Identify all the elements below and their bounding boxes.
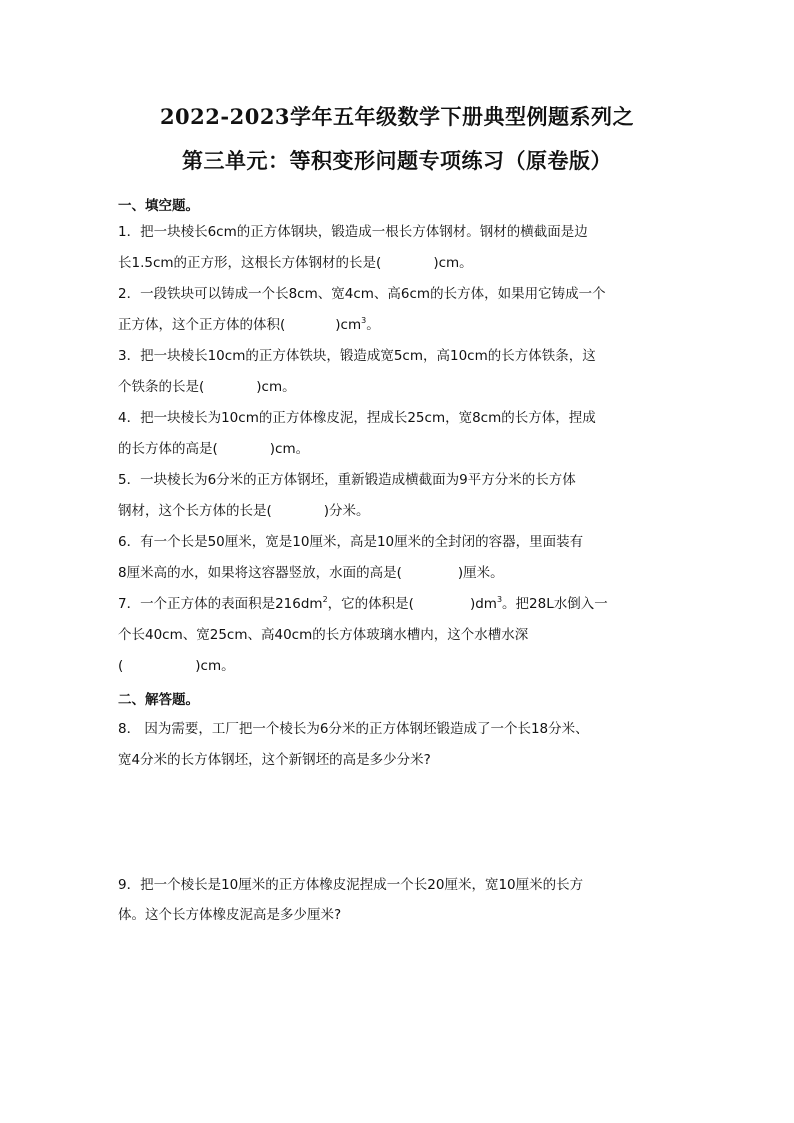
section-fill-in-blanks-heading: 一、填空题。 bbox=[118, 198, 199, 214]
question-3-line-2 bbox=[118, 377, 296, 397]
question-5-line-2 bbox=[118, 501, 370, 521]
question-7-text-c: 。把28L水倒入一 bbox=[502, 596, 608, 612]
question-2-end: 。 bbox=[366, 317, 380, 333]
question-1-unit: )cm。 bbox=[433, 255, 473, 271]
question-6-unit: )厘米。 bbox=[457, 565, 504, 581]
question-6-line-1: 6．有一个长是50厘米，宽是10厘米，高是10厘米的全封闭的容器，里面装有 bbox=[118, 534, 584, 550]
question-6-text: 8厘米高的水，如果将这容器竖放，水面的高是( bbox=[118, 565, 402, 581]
answer-area-8[interactable] bbox=[118, 780, 678, 870]
question-3-line-1: 3．把一块棱长10cm的正方体铁块，锻造成宽5cm，高10cm的长方体铁条，这 bbox=[118, 348, 596, 364]
question-7-unit-b: )cm。 bbox=[195, 658, 235, 674]
question-4-unit: )cm。 bbox=[269, 441, 310, 457]
title-line-1: 2022-2023学年五年级数学下册典型例题系列之 bbox=[159, 104, 635, 129]
question-7-area-exponent: 2 bbox=[322, 595, 328, 604]
question-8-line-2: 宽4分米的长方体钢坯，这个新钢坯的高是多少分米? bbox=[118, 752, 431, 768]
question-7-text-b: ，它的体积是( bbox=[327, 596, 414, 612]
question-7-unit-a: )dm bbox=[469, 596, 497, 612]
question-1-text: 长1.5cm的正方形，这根长方体钢材的长是( bbox=[118, 255, 382, 271]
question-7-open-paren: ( bbox=[118, 658, 124, 674]
question-2-line-2 bbox=[118, 315, 380, 335]
title-line-2: 第三单元：等积变形问题专项练习（原卷版） bbox=[182, 148, 612, 173]
question-7-text-a: 7．一个正方体的表面积是216dm bbox=[118, 596, 323, 612]
question-9-line-1: 9．把一个棱长是10厘米的正方体橡皮泥捏成一个长20厘米，宽10厘米的长方 bbox=[118, 877, 584, 893]
question-4-line-2 bbox=[118, 439, 309, 459]
question-7-line-2: 个长40cm、宽25cm、高40cm的长方体玻璃水槽内，这个水槽水深 bbox=[118, 627, 529, 643]
question-1-line-2 bbox=[118, 253, 473, 273]
question-9-line-2: 体。这个长方体橡皮泥高是多少厘米? bbox=[118, 907, 342, 923]
question-5-unit: )分米。 bbox=[323, 503, 370, 519]
question-2-line-1: 2．一段铁块可以铸成一个长8cm、宽4cm、高6cm的长方体，如果用它铸成一个 bbox=[118, 286, 606, 302]
question-3-text: 个铁条的长是( bbox=[118, 379, 205, 395]
answer-area-9[interactable] bbox=[118, 935, 678, 1055]
question-3-unit: )cm。 bbox=[256, 379, 296, 395]
question-6-line-2 bbox=[118, 563, 504, 583]
question-1-line-1: 1．把一块棱长6cm的正方体钢块，锻造成一根长方体钢材。钢材的横截面是边 bbox=[118, 224, 588, 240]
question-7-line-1 bbox=[118, 594, 608, 614]
question-2-text: 正方体，这个正方体的体积( bbox=[118, 317, 286, 333]
section-solve-heading: 二、解答题。 bbox=[118, 692, 199, 708]
question-5-text: 钢材，这个长方体的长是( bbox=[118, 503, 272, 519]
question-7-line-3 bbox=[118, 656, 235, 676]
question-4-text: 的长方体的高是( bbox=[118, 441, 218, 457]
question-7-volume-exponent: 3 bbox=[496, 595, 503, 604]
question-5-line-1: 5．一块棱长为6分米的正方体钢坯，重新锻造成横截面为9平方分米的长方体 bbox=[118, 472, 576, 488]
question-4-line-1: 4．把一块棱长为10cm的正方体橡皮泥，捏成长25cm，宽8cm的长方体，捏成 bbox=[118, 410, 596, 426]
question-8-line-1: 8． 因为需要，工厂把一个棱长为6分米的正方体钢坯锻造成了一个长18分米、 bbox=[118, 721, 589, 737]
question-2-unit: )cm bbox=[335, 317, 362, 333]
question-2-unit-exponent: 3 bbox=[361, 316, 367, 325]
